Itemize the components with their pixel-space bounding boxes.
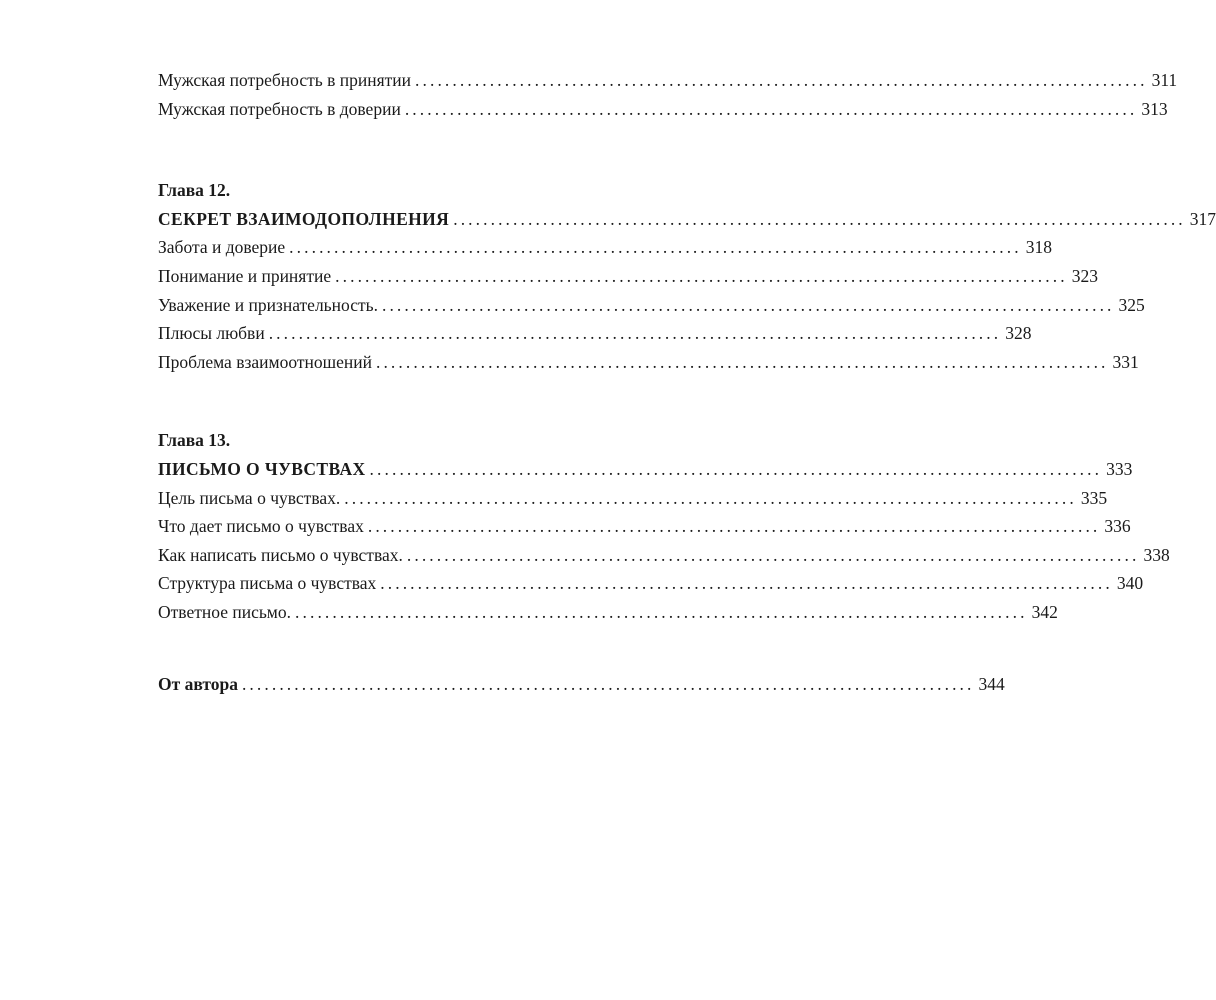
toc-entry[interactable] (158, 569, 1144, 598)
chapter-heading-entry[interactable] (158, 455, 1133, 484)
toc-entry-title: Цель письма о чувствах. (158, 487, 341, 508)
toc-entry-title: Ответное письмо. (158, 601, 292, 622)
afterword-title: От автора (158, 673, 238, 694)
dot-leader: .................................................................................................. (404, 98, 1138, 119)
chapter-label: Глава 12. (158, 180, 231, 201)
section-gap (158, 123, 627, 176)
toc-entry-page: 335 (1080, 487, 1108, 508)
toc-entry-page: 318 (1025, 237, 1052, 258)
toc-entry[interactable] (158, 512, 1131, 541)
toc-entry[interactable] (158, 484, 1108, 513)
toc-entry[interactable] (158, 262, 1098, 291)
dot-leader: .................................................................................................. (375, 351, 1109, 372)
chapter-heading-page: 333 (1106, 458, 1133, 479)
afterword-entry[interactable] (158, 670, 1005, 699)
dot-leader: .................................................................................................. (406, 544, 1140, 565)
toc-entry-page: 328 (1005, 323, 1032, 344)
toc-entry-title: Что дает письмо о чувствах (158, 516, 364, 537)
dot-leader: .................................................................................................. (268, 323, 1002, 344)
toc-entry-title: Понимание и принятие (158, 265, 332, 286)
chapter-heading-page: 317 (1189, 208, 1216, 229)
toc-entry-page: 311 (1151, 70, 1178, 90)
toc-entry[interactable] (158, 598, 1058, 627)
chapter-label: Глава 13. (158, 430, 231, 451)
toc-entry-page: 336 (1104, 516, 1131, 537)
toc-entry[interactable] (158, 541, 1170, 570)
dot-leader: .................................................................................................. (241, 673, 975, 694)
toc-entry[interactable] (158, 233, 1052, 262)
toc-entry-page: 338 (1143, 544, 1170, 565)
dot-leader: .................................................................................................. (289, 237, 1022, 258)
toc-entry[interactable] (158, 348, 1139, 377)
toc-entry-page: 325 (1118, 294, 1145, 315)
dot-leader: .................................................................................................. (415, 70, 1148, 90)
dot-leader: .................................................................................................. (344, 487, 1077, 508)
dot-leader: .................................................................................................. (380, 573, 1113, 594)
toc-entry-title: Мужская потребность в доверии (158, 98, 401, 119)
afterword-page: 344 (978, 673, 1005, 694)
toc-entry[interactable] (158, 291, 1145, 320)
table-of-contents (158, 66, 1216, 698)
toc-entry[interactable] (158, 319, 1032, 348)
dot-leader: .................................................................................................. (335, 265, 1068, 286)
toc-entry-page: 323 (1071, 265, 1098, 286)
toc-entry[interactable] (158, 66, 1178, 95)
section-gap (158, 376, 627, 426)
toc-entry-title: Проблема взаимоотношений (158, 351, 372, 372)
dot-leader: .................................................................................................. (369, 458, 1103, 479)
dot-leader: .................................................................................................. (295, 601, 1028, 622)
dot-leader: .................................................................................................. (381, 294, 1115, 315)
toc-entry-title: Как написать письмо о чувствах. (158, 544, 403, 565)
toc-entry[interactable] (158, 95, 1168, 124)
dot-leader: .................................................................................................. (367, 516, 1101, 537)
dot-leader: .................................................................................................. (453, 208, 1186, 229)
toc-entry-page: 340 (1116, 573, 1144, 594)
toc-entry-page: 331 (1112, 351, 1139, 372)
chapter-heading-title: ПИСЬМО О ЧУВСТВАХ (158, 458, 366, 479)
toc-entry-page: 313 (1141, 98, 1168, 119)
toc-entry-page: 342 (1031, 601, 1058, 622)
toc-entry-title: Забота и доверие (158, 237, 286, 258)
section-gap (158, 627, 627, 670)
toc-entry-title: Мужская потребность в принятии (158, 70, 412, 90)
toc-entry-title: Уважение и признательность. (158, 294, 378, 315)
chapter-heading-entry[interactable] (158, 205, 1216, 234)
toc-entry-title: Плюсы любви (158, 323, 265, 344)
chapter-heading-title: СЕКРЕТ ВЗАИМОДОПОЛНЕНИЯ (158, 208, 450, 229)
toc-entry-title: Структура письма о чувствах (158, 573, 377, 594)
